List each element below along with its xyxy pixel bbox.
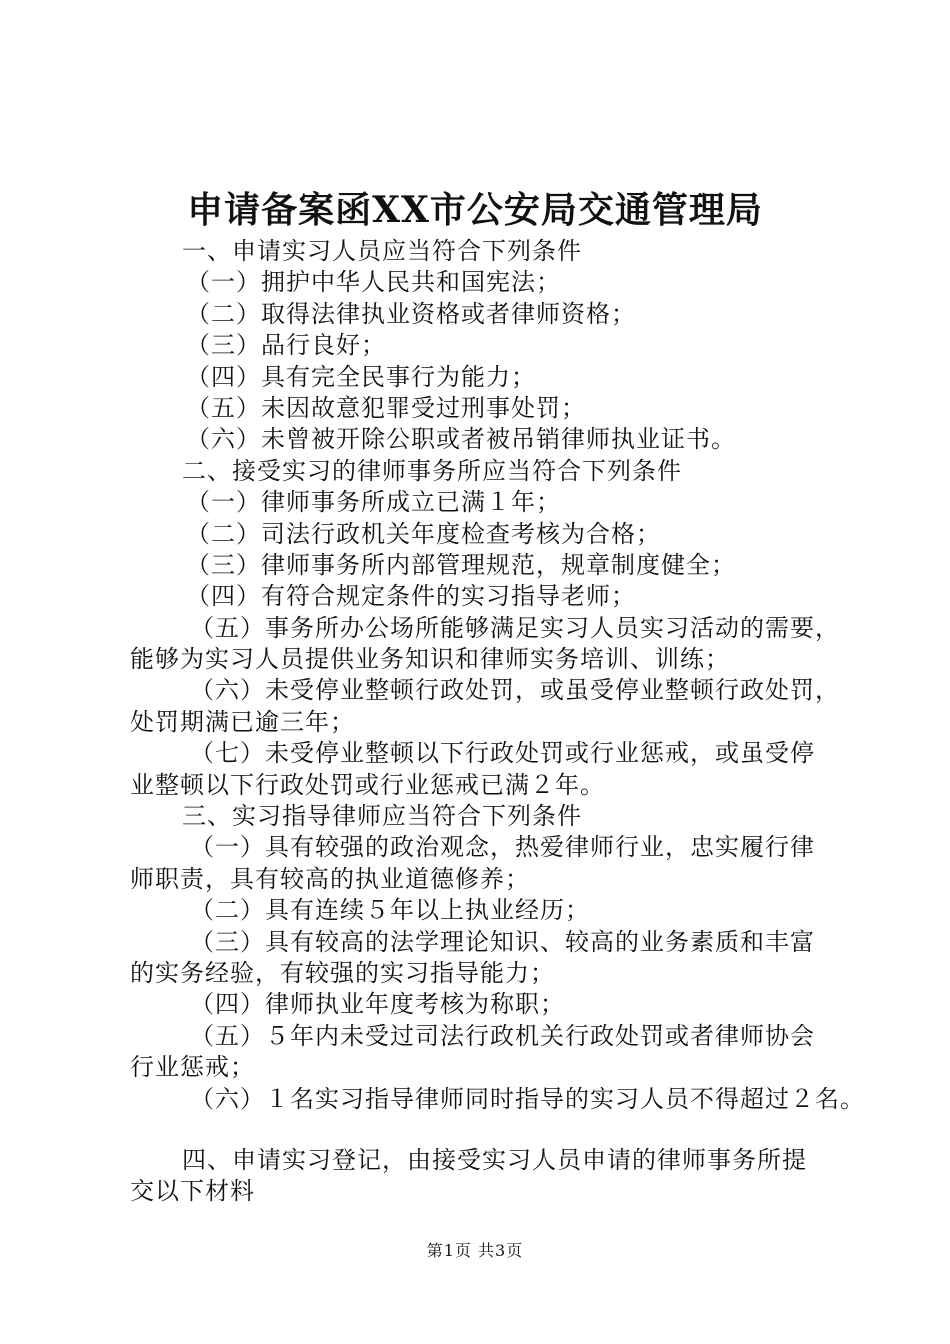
section-1-item-1: （一）拥护中华人民共和国宪法； (186, 268, 561, 297)
section-3-item-1-line-1: （一）具有较强的政治观念，热爱律师行业，忠实履行律 (190, 833, 815, 862)
section-2-item-2: （二）司法行政机关年度检查考核为合格； (186, 519, 661, 548)
section-2-item-3: （三）律师事务所内部管理规范，规章制度健全； (186, 550, 736, 579)
section-4-line-1: 四、申请实习登记，由接受实习人员申请的律师事务所提 (182, 1145, 807, 1174)
section-1-item-6: （六）未曾被开除公职或者被吊销律师执业证书。 (186, 425, 736, 454)
section-2-item-7-line-2: 业整顿以下行政处罚或行业惩戒已满２年。 (130, 770, 605, 799)
document-title: 申请备案函XX市公安局交通管理局 (187, 189, 763, 231)
section-2-item-5-line-2: 能够为实习人员提供业务知识和律师实务培训、训练； (130, 645, 730, 674)
section-2-item-5-line-1: （五）事务所办公场所能够满足实习人员实习活动的需要， (190, 613, 840, 642)
section-3-item-3-line-1: （三）具有较高的法学理论知识、较高的业务素质和丰富 (190, 927, 815, 956)
section-3-item-6: （六）１名实习指导律师同时指导的实习人员不得超过２名。 (190, 1084, 865, 1113)
section-2-item-6-line-1: （六）未受停业整顿行政处罚，或虽受停业整顿行政处罚， (190, 676, 840, 705)
section-2-item-6-line-2: 处罚期满已逾三年； (130, 707, 355, 736)
section-3-item-5-line-2: 行业惩戒； (130, 1053, 255, 1082)
section-2-item-1: （一）律师事务所成立已满１年； (186, 488, 561, 517)
page-footer: 第1页 共3页 (426, 1241, 524, 1260)
section-1-item-3: （三）品行良好； (186, 331, 386, 360)
document-body (130, 236, 865, 1208)
section-3-item-5-line-1: （五）５年内未受过司法行政机关行政处罚或者律师协会 (190, 1021, 815, 1050)
section-3-item-1-line-2: 师职责，具有较高的执业道德修养； (130, 864, 530, 893)
section-1-item-5: （五）未因故意犯罪受过刑事处罚； (186, 393, 586, 422)
section-3-item-2: （二）具有连续５年以上执业经历； (190, 896, 590, 925)
section-1-heading: 一、申请实习人员应当符合下列条件 (182, 237, 582, 265)
section-1-item-4: （四）具有完全民事行为能力； (186, 362, 536, 391)
section-3-item-3-line-2: 的实务经验，有较强的实习指导能力； (130, 958, 555, 987)
section-2-heading: 二、接受实习的律师事务所应当符合下列条件 (182, 456, 682, 485)
paragraph-gap (130, 1115, 840, 1145)
section-3-heading: 三、实习指导律师应当符合下列条件 (182, 802, 582, 831)
section-3-item-4: （四）律师执业年度考核为称职； (190, 990, 565, 1019)
section-4-line-2: 交以下材料 (130, 1177, 255, 1206)
section-2-item-4: （四）有符合规定条件的实习指导老师； (186, 582, 636, 611)
section-1-item-2: （二）取得法律执业资格或者律师资格； (186, 299, 636, 328)
section-2-item-7-line-1: （七）未受停业整顿以下行政处罚或行业惩戒，或虽受停 (190, 739, 815, 768)
